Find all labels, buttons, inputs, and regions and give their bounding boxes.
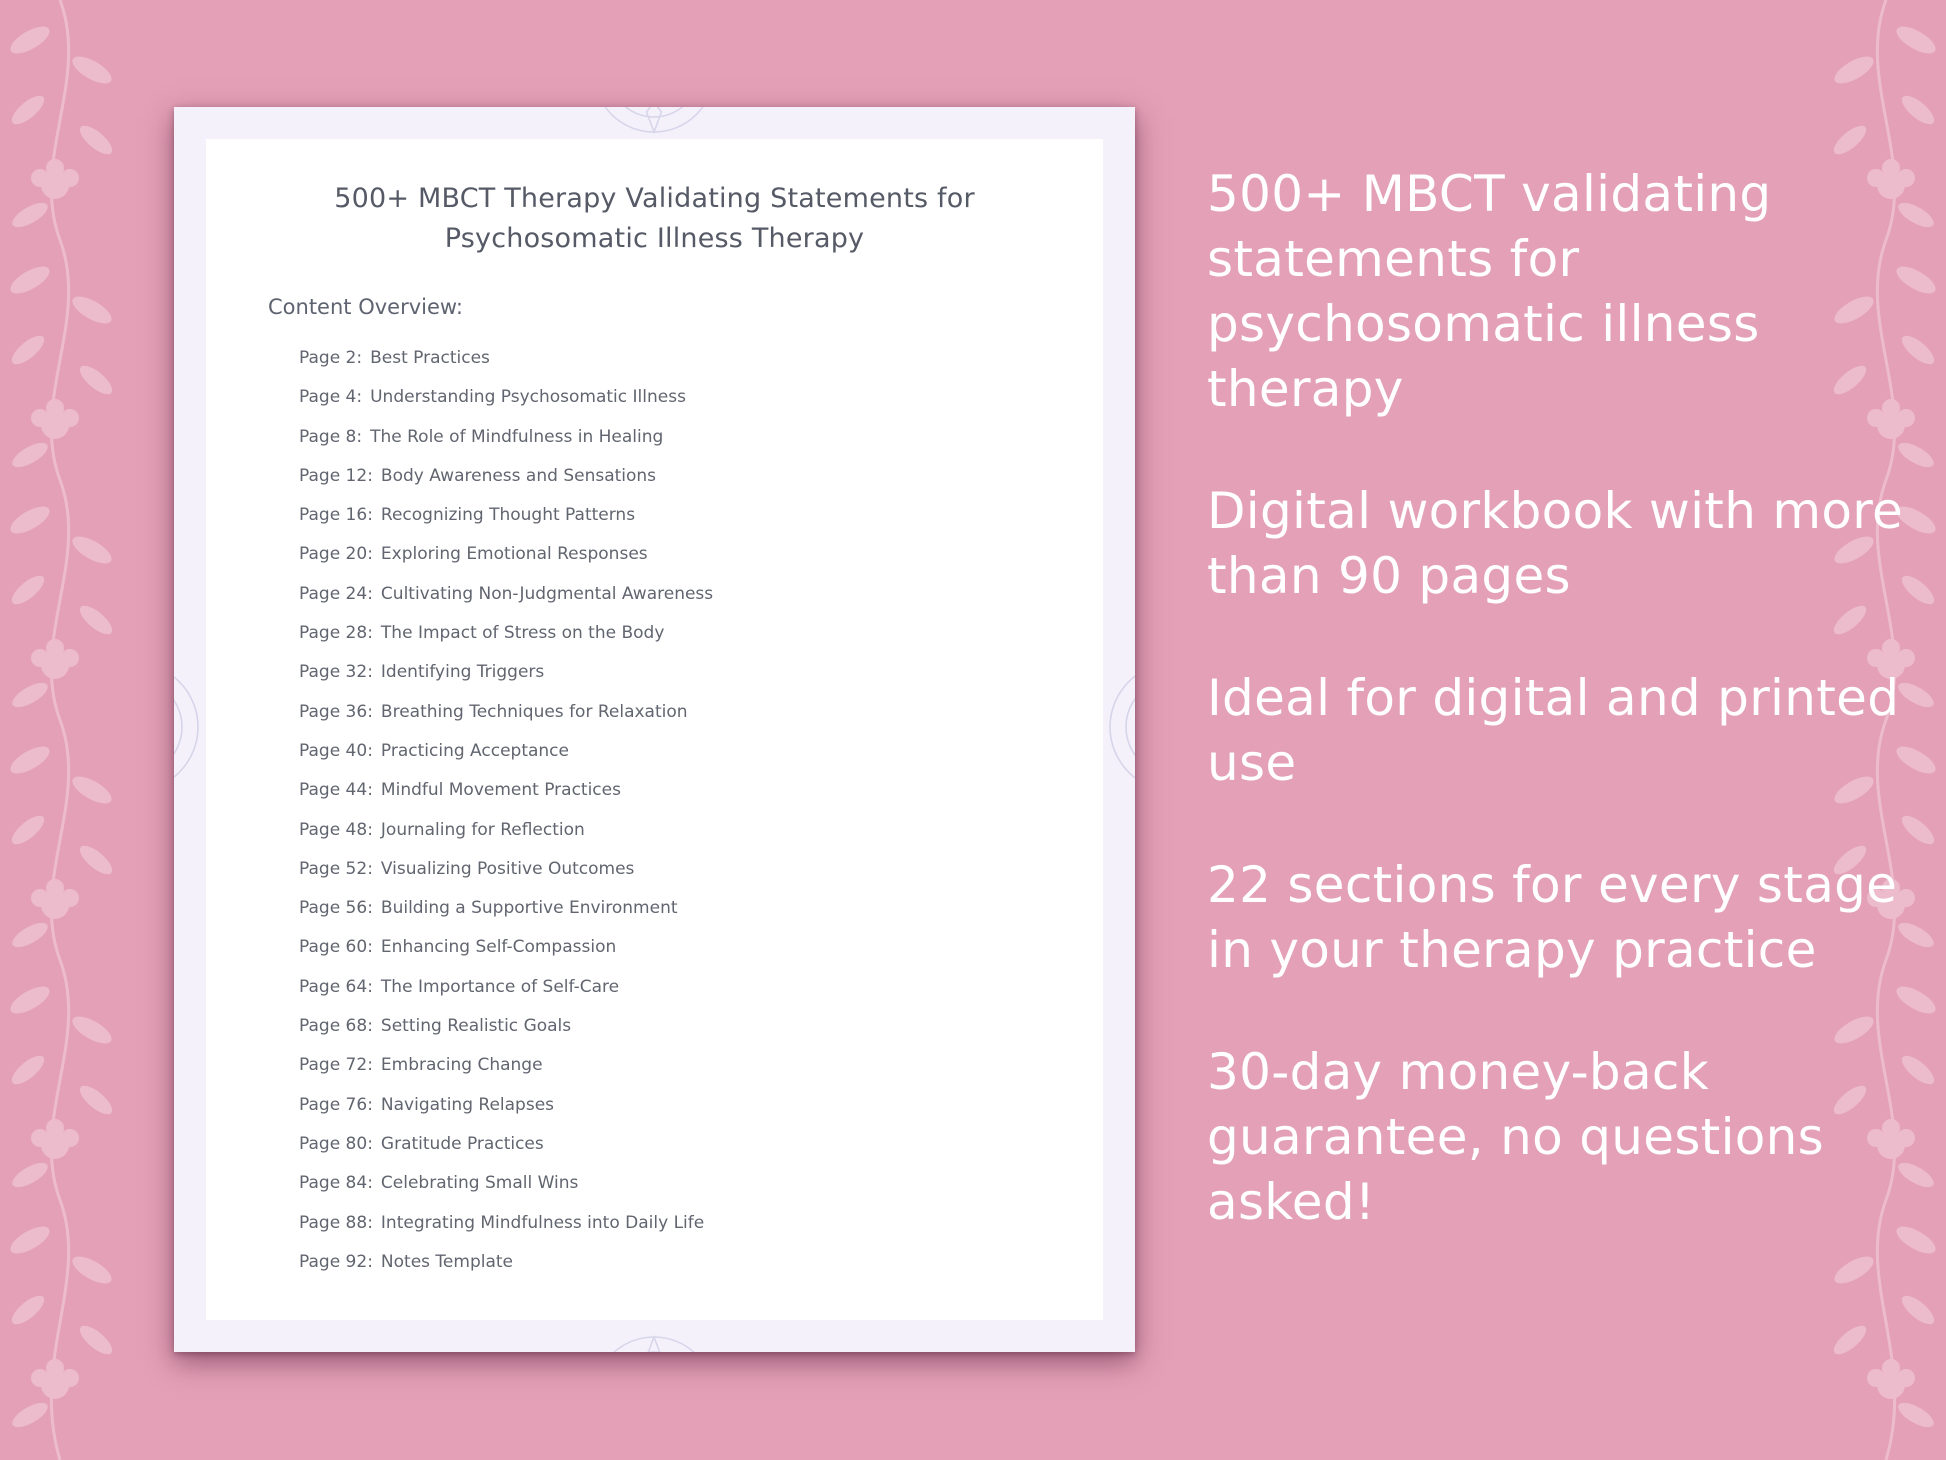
toc-title: Embracing Change — [380, 1055, 543, 1076]
toc-page-number: Page 68: — [299, 1016, 373, 1037]
toc-item — [299, 811, 713, 850]
workbook-page-preview — [174, 107, 1135, 1352]
toc-item — [299, 1243, 713, 1282]
floral-vine-left-icon — [0, 0, 130, 1460]
toc-title: Visualizing Positive Outcomes — [380, 858, 635, 879]
toc-title: The Impact of Stress on the Body — [380, 623, 665, 644]
toc-title: Recognizing Thought Patterns — [380, 505, 636, 526]
feature-statements: 500+ MBCT validating statements for psychosomatic illness therapy — [1207, 165, 1772, 418]
toc-page-number: Page 48: — [299, 819, 373, 840]
toc-title: Practicing Acceptance — [380, 740, 569, 761]
mandala-bottom-icon — [504, 1322, 804, 1352]
toc-item — [299, 575, 713, 614]
toc-item — [299, 693, 713, 732]
toc-item — [299, 1204, 713, 1243]
toc-title: Cultivating Non-Judgmental Awareness — [380, 583, 714, 604]
toc-title: Best Practices — [370, 348, 490, 368]
feature-guarantee: 30-day money-back guarantee, no questions asked! — [1207, 1043, 1825, 1231]
toc-title: Body Awareness and Sensations — [380, 465, 657, 486]
toc-title: Understanding Psychosomatic Illness — [370, 387, 686, 408]
feature-usage: Ideal for digital and printed use — [1207, 669, 1900, 792]
toc-item — [299, 1086, 713, 1125]
toc-item — [299, 614, 713, 653]
document-title-line-1: 500+ MBCT Therapy Validating Statements for — [334, 183, 975, 214]
toc-page-number: Page 92: — [299, 1251, 373, 1272]
feature-sections: 22 sections for every stage in your therapy practice — [1207, 856, 1898, 979]
toc-page-number: Page 12: — [299, 465, 373, 486]
toc-item — [299, 1164, 713, 1203]
toc-page-number: Page 24: — [299, 583, 373, 604]
toc-item — [299, 850, 713, 889]
toc-page-number: Page 4: — [299, 387, 363, 408]
toc-page-number: Page 72: — [299, 1055, 373, 1076]
toc-item — [299, 889, 713, 928]
toc-title: Breathing Techniques for Relaxation — [380, 701, 688, 722]
toc-page-number: Page 16: — [299, 505, 373, 526]
toc-item — [299, 1046, 713, 1085]
toc-title: Navigating Relapses — [380, 1094, 555, 1115]
toc-title: Integrating Mindfulness into Daily Life — [380, 1212, 705, 1233]
toc-item — [299, 457, 713, 496]
toc-item — [299, 496, 713, 535]
document-title — [206, 179, 1103, 259]
toc-title: Celebrating Small Wins — [380, 1173, 579, 1194]
toc-page-number: Page 64: — [299, 976, 373, 997]
toc-item — [299, 418, 713, 457]
toc-page-number: Page 20: — [299, 544, 373, 565]
toc-title: Building a Supportive Environment — [380, 898, 678, 919]
toc-page-number: Page 80: — [299, 1133, 373, 1154]
toc-title: Setting Realistic Goals — [380, 1016, 572, 1037]
toc-item — [299, 1007, 713, 1046]
toc-page-number: Page 76: — [299, 1094, 373, 1115]
toc-title: Identifying Triggers — [380, 662, 545, 683]
toc-page-number: Page 88: — [299, 1212, 373, 1233]
feature-page-count: Digital workbook with more than 90 pages — [1207, 482, 1904, 605]
toc-page-number: Page 2: — [299, 348, 363, 368]
toc-item — [299, 968, 713, 1007]
toc-item — [299, 653, 713, 692]
toc-title: The Role of Mindfulness in Healing — [370, 426, 664, 447]
toc-page-number: Page 44: — [299, 780, 373, 801]
toc-item — [299, 1125, 713, 1164]
page-content — [206, 139, 1103, 1320]
document-title-line-2: Psychosomatic Illness Therapy — [444, 223, 865, 254]
toc-page-number: Page 84: — [299, 1173, 373, 1194]
content-overview-label: Content Overview: — [268, 295, 463, 319]
toc-item — [299, 378, 713, 417]
toc-page-number: Page 40: — [299, 740, 373, 761]
toc-page-number: Page 32: — [299, 662, 373, 683]
toc-item — [299, 928, 713, 967]
toc-title: Mindful Movement Practices — [380, 780, 621, 801]
toc-title: Exploring Emotional Responses — [380, 544, 648, 565]
toc-page-number: Page 56: — [299, 898, 373, 919]
toc-item — [299, 732, 713, 771]
toc-title: Journaling for Reflection — [380, 819, 585, 840]
toc-page-number: Page 60: — [299, 937, 373, 958]
toc-title: Gratitude Practices — [380, 1133, 544, 1154]
toc-page-number: Page 8: — [299, 426, 363, 447]
toc-item — [299, 771, 713, 810]
toc-title: The Importance of Self-Care — [380, 976, 620, 997]
toc-page-number: Page 28: — [299, 623, 373, 644]
toc-title: Enhancing Self-Compassion — [380, 937, 617, 958]
toc-item — [299, 339, 713, 378]
toc-title: Notes Template — [380, 1251, 513, 1272]
toc-page-number: Page 36: — [299, 701, 373, 722]
table-of-contents — [299, 339, 713, 1282]
toc-page-number: Page 52: — [299, 858, 373, 879]
feature-list — [1207, 162, 1907, 1292]
toc-item — [299, 535, 713, 574]
